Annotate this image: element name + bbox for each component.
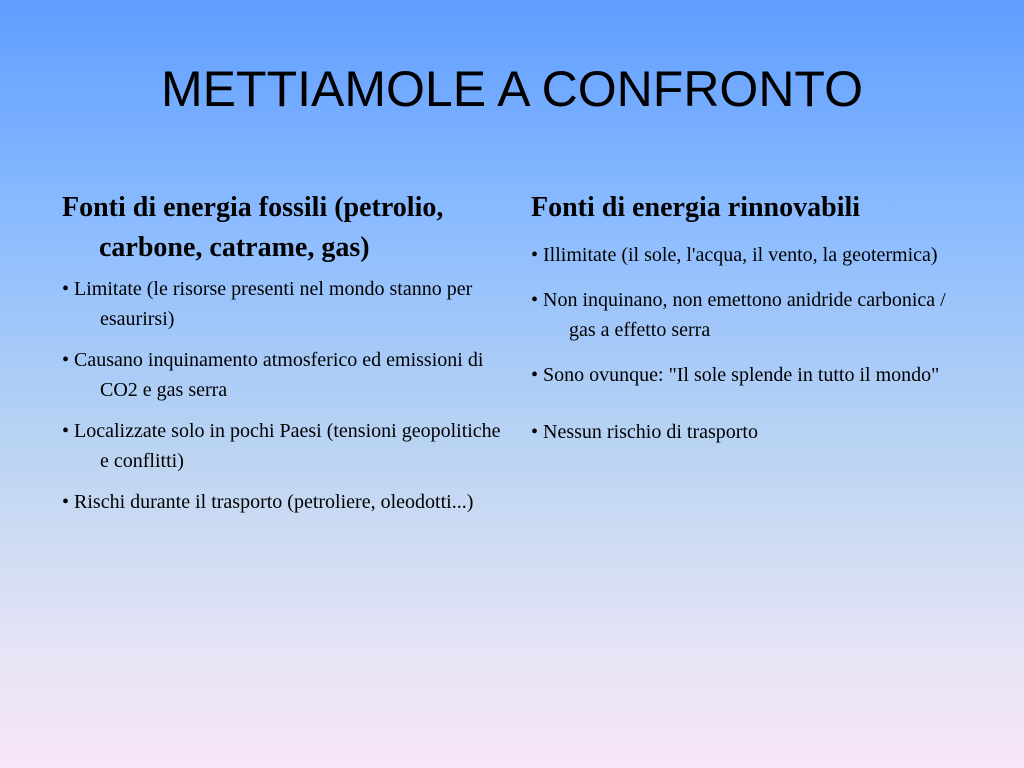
renewable-energy-heading: Fonti di energia rinnovabili: [531, 192, 861, 223]
list-item-text: Localizzate solo in pochi Paesi (tensioni geopolitiche e conflitti): [74, 420, 501, 472]
list-item-text: Rischi durante il trasporto (petroliere, oleodotti...): [74, 491, 474, 513]
list-item: [531, 360, 971, 390]
list-item: [531, 285, 971, 345]
slide-title: METTIAMOLE A CONFRONTO: [161, 61, 863, 117]
bullet-icon: •: [531, 364, 539, 386]
list-item-text: Illimitate (il sole, l'acqua, il vento, la geotermica): [543, 244, 938, 266]
list-item-text: Nessun rischio di trasporto: [543, 421, 758, 443]
renewable-energy-column: [531, 188, 971, 462]
list-item-text: Limitate (le risorse presenti nel mondo stanno per esaurirsi): [74, 278, 473, 330]
renewable-energy-list: [531, 240, 971, 447]
fossil-fuels-list: [62, 274, 502, 517]
bullet-icon: •: [531, 244, 539, 266]
list-item-text: Non inquinano, non emettono anidride carbonica / gas a effetto serra: [543, 289, 946, 341]
list-item: [531, 417, 971, 447]
bullet-icon: •: [62, 349, 70, 371]
bullet-icon: •: [62, 491, 70, 513]
list-item-text: Sono ovunque: "Il sole splende in tutto il mondo": [543, 364, 940, 386]
bullet-icon: •: [531, 289, 539, 311]
list-item: [62, 416, 502, 476]
list-item: [531, 240, 971, 270]
list-item-text: Causano inquinamento atmosferico ed emissioni di CO2 e gas serra: [74, 349, 484, 401]
list-item: [62, 345, 502, 405]
bullet-icon: •: [531, 421, 539, 443]
fossil-fuels-column: [62, 188, 502, 528]
list-item: [62, 487, 502, 517]
fossil-fuels-heading: Fonti di energia fossili (petrolio, carbone, catrame, gas): [62, 192, 444, 263]
list-item: [62, 274, 502, 334]
bullet-icon: •: [62, 278, 70, 300]
bullet-icon: •: [62, 420, 70, 442]
